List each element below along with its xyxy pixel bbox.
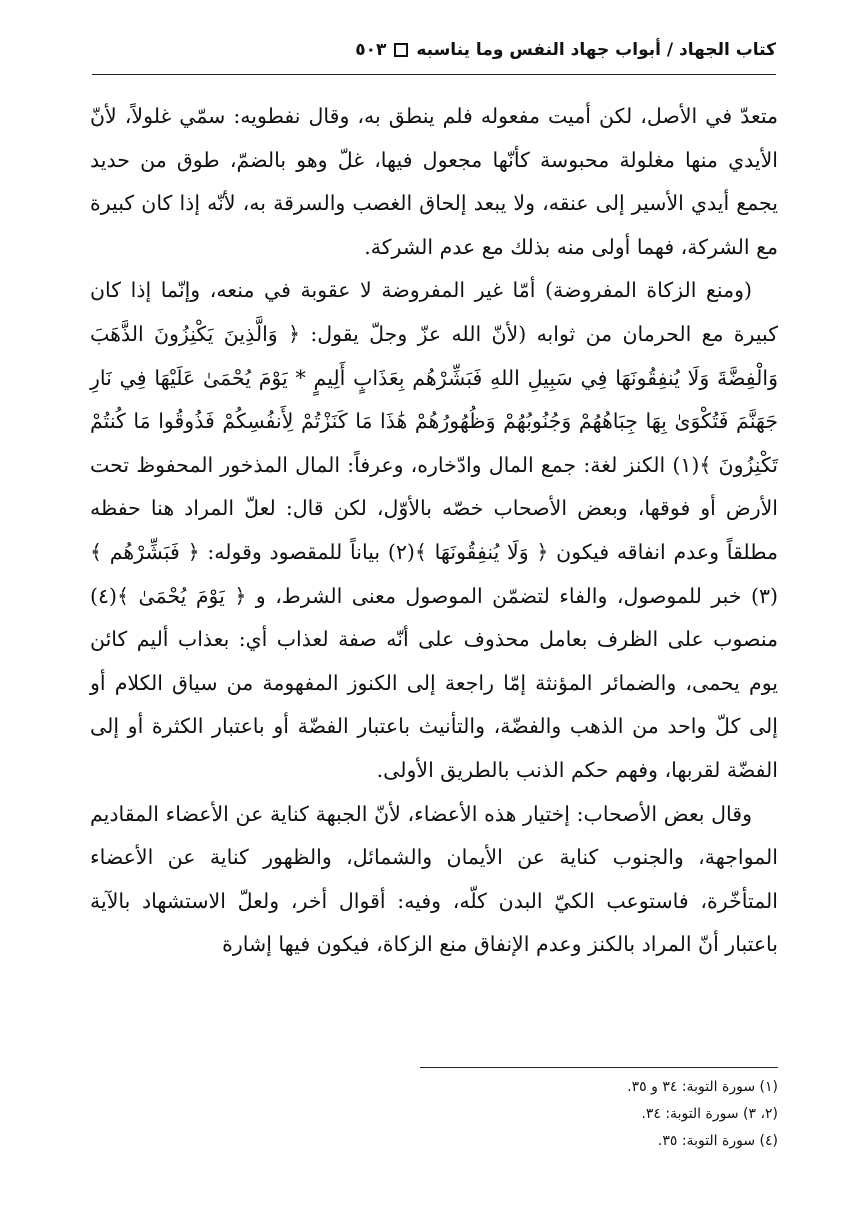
header-rule	[92, 74, 776, 75]
header-title: كتاب الجهاد / أبواب جهاد النفس وما يناسبه	[416, 40, 776, 60]
footnotes	[90, 1074, 778, 1155]
paragraph-3: وقال بعض الأصحاب: إختيار هذه الأعضاء، لأنّ الجبهة كناية عن الأعضاء المقاديم المواجهة، والجنوب كناية عن الأيمان والشمائل، والظهور كناية عن الأعضاء المتأخّرة، فاستوعب الكيّ البدن كلّه، وفيه: أقوال أخر، ولعلّ الاستشهاد بالآية باعتبار أنّ المراد بالكنز وعدم الإنفاق منع الزكاة، فيكون فيها إشارة	[90, 801, 778, 957]
page-number: ٥٠٣	[355, 40, 387, 60]
footnote-3: (٤) سورة التوبة: ٣٥.	[657, 1133, 778, 1149]
footnote-2: (٢، ٣) سورة التوبة: ٣٤.	[641, 1106, 778, 1122]
square-ornament-icon	[394, 43, 408, 57]
footnote-rule	[420, 1067, 778, 1068]
paragraph-2: (ومنع الزكاة المفروضة) أمّا غير المفروضة لا عقوبة في منعه، وإنّما إذا كان كبيرة مع الحرمان من ثوابه (لأنّ الله عزّ وجلّ يقول: ﴿ وَالَّذِينَ يَكْنِزُونَ الذَّهَبَ وَالْفِضَّةَ وَلَا يُنفِقُونَهَا فِي سَبِيلِ اللهِ فَبَشِّرْهُم بِعَذَابٍ أَلِيمٍ * يَوْمَ يُحْمَىٰ عَلَيْهَا فِي نَارِ جَهَنَّمَ فَتُكْوَىٰ بِهَا جِبَاهُهُمْ وَجُنُوبُهُمْ وَظُهُورُهُمْ هَٰذَا مَا كَنَزْتُمْ لِأَنفُسِكُمْ فَذُوقُوا مَا كُنتُمْ تَكْنِزُونَ ﴾(١) الكنز لغة: جمع المال وادّخاره، وعرفاً: المال المذخور المحفوظ تحت الأرض أو فوقها، وبعض الأصحاب خصّه بالأوّل، لكن قال: لعلّ المراد هنا حفظه مطلقاً وعدم انفاقه فيكون ﴿ وَلَا يُنفِقُونَهَا ﴾(٢) بياناً للمقصود وقوله: ﴿ فَبَشِّرْهُم ﴾(٣) خبر للموصول، والفاء لتضمّن الموصول معنى الشرط، و ﴿ يَوْمَ يُحْمَىٰ ﴾(٤) منصوب على الظرف بعامل محذوف على أنّه صفة لعذاب أي: بعذاب أليم كائن يوم يحمى، والضمائر المؤنثة إمّا راجعة إلى الكنوز المفهومة من سياق الكلام أو إلى كلّ واحد من الذهب والفضّة، والتأنيث باعتبار الفضّة أو باعتبار الكثرة أو إلى الفضّة لقربها، وفهم حكم الذنب بالطريق الأولى.	[90, 278, 779, 782]
page-number-group	[355, 40, 776, 60]
footnote-1: (١) سورة التوبة: ٣٤ و ٣٥.	[627, 1079, 778, 1095]
running-header	[92, 32, 776, 68]
main-text	[90, 95, 778, 967]
paragraph-1: متعدّ في الأصل، لكن أميت مفعوله فلم ينطق به، وقال نفطويه: سمّي غلولاً، لأنّ الأيدي منها مغلولة محبوسة كأنّها مجعول فيها، غلّ وهو بالضمّ، طوق من حديد يجمع أيدي الأسير إلى عنقه، ولا يبعد إلحاق الغصب والسرقة به، لأنّه إذا كان كبيرة مع الشركة، فهما أولى منه بذلك مع عدم الشركة.	[90, 104, 778, 259]
